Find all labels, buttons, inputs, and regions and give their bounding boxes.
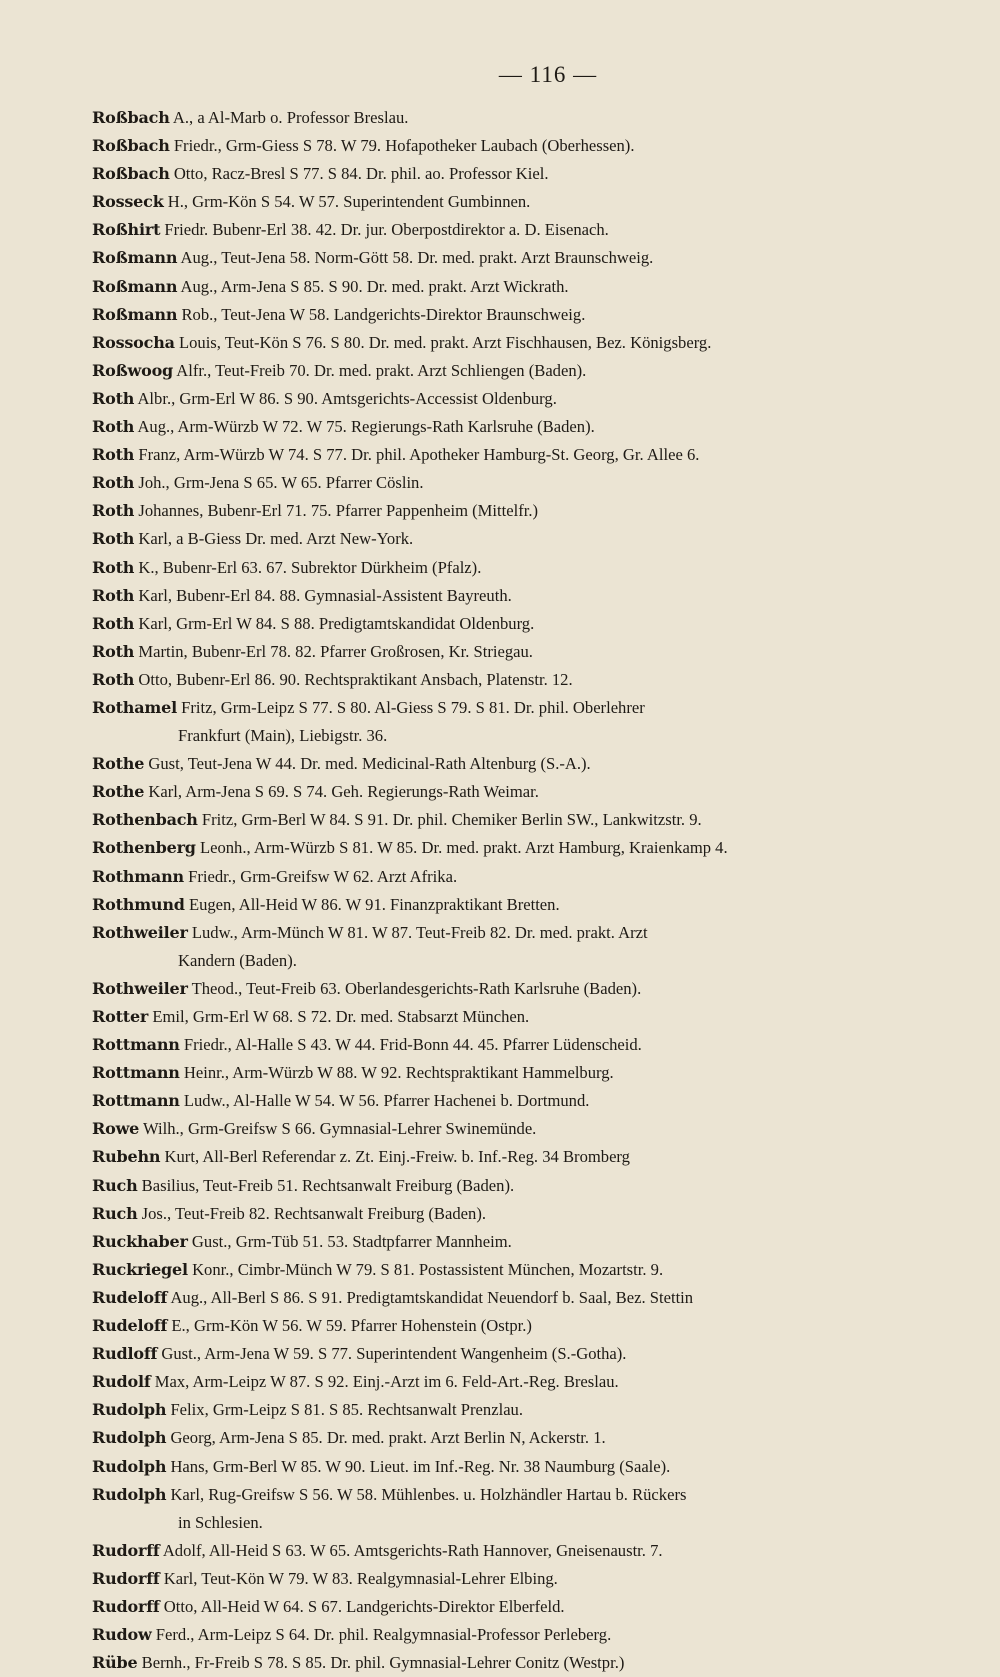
entry-surname: Roth <box>92 585 135 605</box>
entry-surname: Rothmund <box>92 894 185 914</box>
register-entry <box>92 216 980 244</box>
entry-surname: Roßbach <box>92 164 170 184</box>
entry-details: Emil, Grm-Erl W 68. S 72. Dr. med. Stabsarzt München. <box>152 1007 530 1026</box>
entry-details: Konr., Cimbr-Münch W 79. S 81. Postassistent München, Mozartstr. 9. <box>192 1259 664 1279</box>
register-entry <box>92 273 980 301</box>
entry-details: Karl, Bubenr-Erl 84. 88. Gymnasial-Assistent Bayreuth. <box>138 585 512 605</box>
entry-surname: Rothe <box>92 782 145 802</box>
entry-details: Friedr., Grm-Giess S 78. W 79. Hofapotheker Laubach (Oberhessen). <box>173 136 635 156</box>
entry-surname: Rothmann <box>92 866 184 886</box>
entry-surname: Ruckhaber <box>92 1231 188 1251</box>
entry-surname: Rudolph <box>92 1456 167 1476</box>
register-entry <box>92 1537 980 1565</box>
register-entry <box>92 1340 980 1368</box>
entry-details: Aug., All-Berl S 86. S 91. Predigtamtskandidat Neuendorf b. Saal, Bez. Stettin <box>170 1287 694 1307</box>
entry-surname: Roth <box>92 641 135 661</box>
entry-surname: Rudorff <box>92 1568 160 1588</box>
entry-surname: Rottmann <box>92 1063 180 1083</box>
entry-details: Karl, Rug-Greifsw S 56. W 58. Mühlenbes. u. Holzhändler Hartau b. Rückers <box>170 1484 687 1504</box>
register-entry <box>92 1143 980 1171</box>
entry-surname: Ruch <box>92 1203 138 1223</box>
register-entry <box>92 1649 980 1677</box>
register-entry <box>92 834 980 862</box>
entry-surname: Rothenbach <box>92 810 198 830</box>
entry-details: Fritz, Grm-Berl W 84. S 91. Dr. phil. Chemiker Berlin SW., Lankwitzstr. 9. <box>201 810 702 830</box>
entry-details: Georg, Arm-Jena S 85. Dr. med. prakt. Arzt Berlin N, Ackerstr. 1. <box>170 1428 606 1448</box>
entry-details: K., Bubenr-Erl 63. 67. Subrektor Dürkheim (Pfalz). <box>138 557 482 577</box>
entry-details: Otto, Racz-Bresl S 77. S 84. Dr. phil. ao. Professor Kiel. <box>173 164 549 184</box>
entry-surname: Rosseck <box>92 192 164 212</box>
register-entry <box>92 1087 980 1115</box>
register-entry <box>92 1593 980 1621</box>
entry-details: Eugen, All-Heid W 86. W 91. Finanzpraktikant Bretten. <box>188 894 560 914</box>
register-entry <box>92 357 980 385</box>
register-entry <box>92 666 980 694</box>
entry-details: Gust., Arm-Jena W 59. S 77. Superintendent Wangenheim (S.-Gotha). <box>161 1344 627 1364</box>
register-entry <box>92 469 980 497</box>
entry-surname: Rübe <box>92 1653 138 1673</box>
entry-details: Friedr., Al-Halle S 43. W 44. Frid-Bonn 44. 45. Pfarrer Lüdenscheid. <box>183 1035 642 1055</box>
register-entry <box>92 1172 980 1200</box>
entry-surname: Roßbach <box>92 108 170 127</box>
entry-details: Otto, All-Heid W 64. S 67. Landgerichts-Direktor Elberfeld. <box>163 1596 565 1616</box>
register-entry <box>92 638 980 666</box>
entry-details: Adolf, All-Heid S 63. W 65. Amtsgerichts-Rath Hannover, Gneisenaustr. 7. <box>162 1540 663 1560</box>
entry-surname: Roth <box>92 417 135 437</box>
entry-surname: Roth <box>92 529 135 549</box>
entry-details: Joh., Grm-Jena S 65. W 65. Pfarrer Cöslin. <box>138 473 424 493</box>
register-entry <box>92 132 980 160</box>
register-entry <box>92 329 980 357</box>
register-entry <box>92 160 980 188</box>
entry-details: Albr., Grm-Erl W 86. S 90. Amtsgerichts-Accessist Oldenburg. <box>137 388 557 408</box>
entry-surname: Roth <box>92 501 135 521</box>
entry-surname: Roth <box>92 613 135 633</box>
entry-details: Heinr., Arm-Würzb W 88. W 92. Rechtspraktikant Hammelburg. <box>183 1063 614 1083</box>
register-entry <box>92 244 980 272</box>
entry-surname: Roth <box>92 473 135 493</box>
entry-details: Karl, Grm-Erl W 84. S 88. Predigtamtskandidat Oldenburg. <box>138 613 535 633</box>
register-entry <box>92 1312 980 1340</box>
entry-continuation: in Schlesien. <box>178 1512 263 1532</box>
entry-details: Alfr., Teut-Freib 70. Dr. med. prakt. Arzt Schliengen (Baden). <box>176 360 587 380</box>
entry-details: Gust, Teut-Jena W 44. Dr. med. Medicinal-Rath Altenburg (S.-A.). <box>148 754 591 774</box>
entry-details: Johannes, Bubenr-Erl 71. 75. Pfarrer Pappenheim (Mittelfr.) <box>138 501 539 521</box>
entry-details: Karl, a B-Giess Dr. med. Arzt New-York. <box>138 529 414 549</box>
entry-surname: Roßhirt <box>92 220 161 240</box>
entry-surname: Rotter <box>92 1007 149 1026</box>
entry-surname: Roth <box>92 669 135 689</box>
entry-details: Kurt, All-Berl Referendar z. Zt. Einj.-Freiw. b. Inf.-Reg. 34 Bromberg <box>164 1147 630 1167</box>
entry-details: Fritz, Grm-Leipz S 77. S 80. Al-Giess S 79. S 81. Dr. phil. Oberlehrer <box>181 697 645 717</box>
entry-surname: Rothamel <box>92 697 177 717</box>
entry-details: Louis, Teut-Kön S 76. S 80. Dr. med. prakt. Arzt Fischhausen, Bez. Königsberg. <box>178 332 712 352</box>
register-entry <box>92 1256 980 1284</box>
entry-surname: Rudorff <box>92 1540 160 1560</box>
entry-surname: Roth <box>92 557 135 577</box>
entry-details: Bernh., Fr-Freib S 78. S 85. Dr. phil. Gymnasial-Lehrer Conitz (Westpr.) <box>141 1653 625 1673</box>
entry-surname: Rothweiler <box>92 922 188 942</box>
entry-surname: Rowe <box>92 1119 140 1139</box>
entry-details: Jos., Teut-Freib 82. Rechtsanwalt Freiburg (Baden). <box>141 1203 486 1223</box>
register-entry <box>92 694 980 750</box>
page-number: — 116 — <box>498 62 598 87</box>
register-entry <box>92 188 980 216</box>
entry-details: Theod., Teut-Freib 63. Oberlandesgerichts-Rath Karlsruhe (Baden). <box>191 978 642 998</box>
register-entry <box>92 1453 980 1481</box>
register-entry <box>92 610 980 638</box>
entry-surname: Rudolf <box>92 1372 151 1392</box>
entry-surname: Roth <box>92 388 135 408</box>
entry-details: Karl, Arm-Jena S 69. S 74. Geh. Regierungs-Rath Weimar. <box>148 782 539 802</box>
entry-details: Max, Arm-Leipz W 87. S 92. Einj.-Arzt im 6. Feld-Art.-Reg. Breslau. <box>154 1372 619 1392</box>
entry-surname: Ruch <box>92 1175 138 1195</box>
register-entry <box>92 750 980 778</box>
entry-details: A., a Al-Marb o. Professor Breslau. <box>172 108 409 127</box>
entry-details: Basilius, Teut-Freib 51. Rechtsanwalt Freiburg (Baden). <box>141 1175 515 1195</box>
entry-surname: Rudolph <box>92 1484 167 1504</box>
entry-surname: Rudloff <box>92 1344 158 1364</box>
entry-continuation: Kandern (Baden). <box>178 950 297 970</box>
entry-surname: Roßmann <box>92 276 178 296</box>
entry-surname: Rottmann <box>92 1091 180 1111</box>
entry-details: Aug., Teut-Jena 58. Norm-Gött 58. Dr. med. prakt. Arzt Braunschweig. <box>180 248 654 268</box>
register-entry <box>92 919 980 975</box>
entry-surname: Ruckriegel <box>92 1259 188 1279</box>
register-entry <box>92 1115 980 1143</box>
entry-details: Aug., Arm-Jena S 85. S 90. Dr. med. prakt. Arzt Wickrath. <box>180 276 569 296</box>
entry-surname: Rudeloff <box>92 1287 168 1307</box>
entry-details: Ludw., Al-Halle W 54. W 56. Pfarrer Hachenei b. Dortmund. <box>183 1091 590 1111</box>
entry-details: Martin, Bubenr-Erl 78. 82. Pfarrer Großrosen, Kr. Striegau. <box>138 641 533 661</box>
register-entry <box>92 1621 980 1649</box>
entry-surname: Roßwoog <box>92 360 174 380</box>
register-entry <box>92 1565 980 1593</box>
entry-details: H., Grm-Kön S 54. W 57. Superintendent Gumbinnen. <box>167 192 531 212</box>
entry-surname: Rothe <box>92 754 145 774</box>
entry-details: Felix, Grm-Leipz S 81. S 85. Rechtsanwalt Prenzlau. <box>170 1400 524 1420</box>
register-entry <box>92 441 980 469</box>
register-entry <box>92 301 980 329</box>
register-entry <box>92 385 980 413</box>
entry-surname: Rothweiler <box>92 978 188 998</box>
entry-surname: Rudow <box>92 1625 152 1645</box>
register-entry <box>92 778 980 806</box>
register-entry <box>92 413 980 441</box>
entry-surname: Rossocha <box>92 332 175 352</box>
entry-details: Gust., Grm-Tüb 51. 53. Stadtpfarrer Mannheim. <box>191 1231 512 1251</box>
entry-surname: Rudolph <box>92 1428 167 1448</box>
register-entries <box>92 104 980 1677</box>
register-entry <box>92 1368 980 1396</box>
register-entry <box>92 806 980 834</box>
entry-details: Otto, Bubenr-Erl 86. 90. Rechtspraktikant Ansbach, Platenstr. 12. <box>138 669 573 689</box>
entry-details: Franz, Arm-Würzb W 74. S 77. Dr. phil. Apotheker Hamburg-St. Georg, Gr. Allee 6. <box>138 445 700 465</box>
register-entry <box>92 104 980 132</box>
register-entry <box>92 1284 980 1312</box>
register-entry <box>92 525 980 553</box>
entry-details: Friedr. Bubenr-Erl 38. 42. Dr. jur. Oberpostdirektor a. D. Eisenach. <box>164 220 609 240</box>
register-entry <box>92 497 980 525</box>
entry-details: Wilh., Grm-Greifsw S 66. Gymnasial-Lehrer Swinemünde. <box>142 1119 537 1139</box>
entry-surname: Rottmann <box>92 1035 180 1055</box>
entry-continuation: Frankfurt (Main), Liebigstr. 36. <box>178 726 388 746</box>
entry-surname: Roth <box>92 445 135 465</box>
entry-surname: Roßmann <box>92 248 178 268</box>
entry-surname: Rothenberg <box>92 838 196 858</box>
entry-details: Rob., Teut-Jena W 58. Landgerichts-Direktor Braunschweig. <box>181 304 586 324</box>
register-entry <box>92 1031 980 1059</box>
register-entry <box>92 975 980 1003</box>
entry-details: Leonh., Arm-Würzb S 81. W 85. Dr. med. prakt. Arzt Hamburg, Kraienkamp 4. <box>199 838 728 858</box>
entry-details: Ferd., Arm-Leipz S 64. Dr. phil. Realgymnasial-Professor Perleberg. <box>155 1625 612 1645</box>
register-entry <box>92 1200 980 1228</box>
register-entry <box>92 582 980 610</box>
entry-surname: Rudeloff <box>92 1316 168 1336</box>
entry-surname: Rubehn <box>92 1147 161 1167</box>
register-entry <box>92 1003 980 1031</box>
entry-surname: Rudorff <box>92 1596 160 1616</box>
entry-details: Friedr., Grm-Greifsw W 62. Arzt Afrika. <box>188 866 458 886</box>
entry-details: Aug., Arm-Würzb W 72. W 75. Regierungs-Rath Karlsruhe (Baden). <box>137 417 595 437</box>
entry-surname: Roßbach <box>92 136 170 156</box>
register-entry <box>92 1481 980 1537</box>
register-entry <box>92 891 980 919</box>
register-entry <box>92 1059 980 1087</box>
register-entry <box>92 554 980 582</box>
register-entry <box>92 1228 980 1256</box>
entry-details: Hans, Grm-Berl W 85. W 90. Lieut. im Inf.-Reg. Nr. 38 Naumburg (Saale). <box>170 1456 671 1476</box>
entry-details: Ludw., Arm-Münch W 81. W 87. Teut-Freib 82. Dr. med. prakt. Arzt <box>191 922 648 942</box>
register-entry <box>92 1424 980 1452</box>
entry-details: E., Grm-Kön W 56. W 59. Pfarrer Hohenstein (Ostpr.) <box>171 1316 532 1336</box>
register-entry <box>92 863 980 891</box>
entry-details: Karl, Teut-Kön W 79. W 83. Realgymnasial-Lehrer Elbing. <box>163 1568 558 1588</box>
register-entry <box>92 1396 980 1424</box>
entry-surname: Rudolph <box>92 1400 167 1420</box>
entry-surname: Roßmann <box>92 304 178 324</box>
